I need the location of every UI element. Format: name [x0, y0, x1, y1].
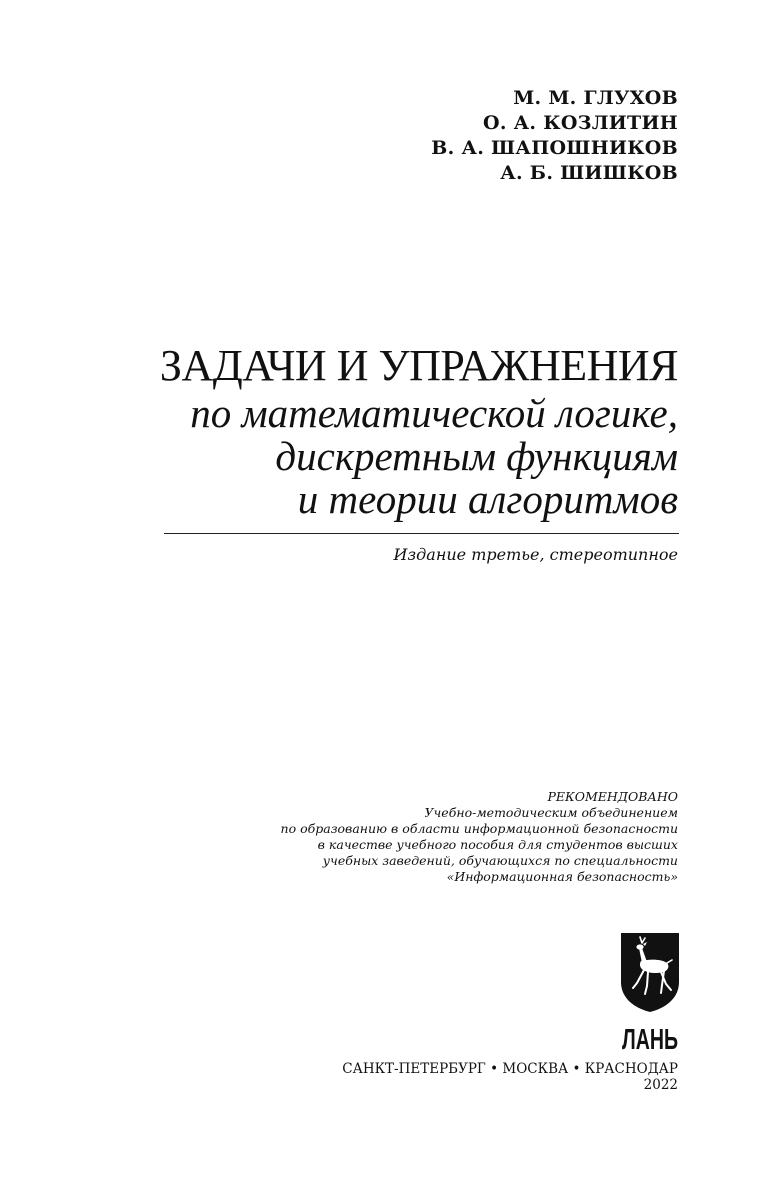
book-title [118, 340, 678, 521]
authors-list [431, 86, 678, 186]
author-name: А. Б. ШИШКОВ [500, 162, 678, 184]
title-subtitle-line: дискретным функциям [275, 433, 678, 479]
author-name: О. А. КОЗЛИТИН [482, 112, 678, 134]
edition-note: Издание третье, стереотипное [393, 545, 678, 564]
author-name: В. А. ШАПОШНИКОВ [431, 137, 678, 159]
recommendation-line: РЕКОМЕНДОВАНО [547, 789, 678, 804]
publication-year: 2022 [643, 1077, 678, 1093]
title-main: ЗАДАЧИ И УПРАЖНЕНИЯ [159, 341, 678, 390]
deer-emblem-icon [621, 933, 679, 1012]
recommendation-line: по образованию в области информационной безопасности [280, 821, 678, 836]
recommendation-line: в качестве учебного пособия для студентов высших [317, 837, 678, 852]
recommendation-line: Учебно-методическим объединением [424, 805, 678, 820]
recommendation-block [281, 789, 678, 885]
recommendation-line: «Информационная безопасность» [446, 869, 678, 884]
author-name: М. М. ГЛУХОВ [513, 87, 678, 109]
recommendation-line: учебных заведений, обучающихся по специальности [322, 853, 678, 868]
publisher-logo-text: ЛАНЬ [622, 1024, 678, 1056]
publisher-cities: САНКТ-ПЕТЕРБУРГ • МОСКВА • КРАСНОДАР [342, 1061, 678, 1077]
title-subtitle-line: по математической логике, [190, 390, 678, 436]
title-divider [164, 533, 679, 534]
title-subtitle-line: и теории алгоритмов [297, 476, 678, 522]
publisher-logo [620, 932, 680, 1054]
